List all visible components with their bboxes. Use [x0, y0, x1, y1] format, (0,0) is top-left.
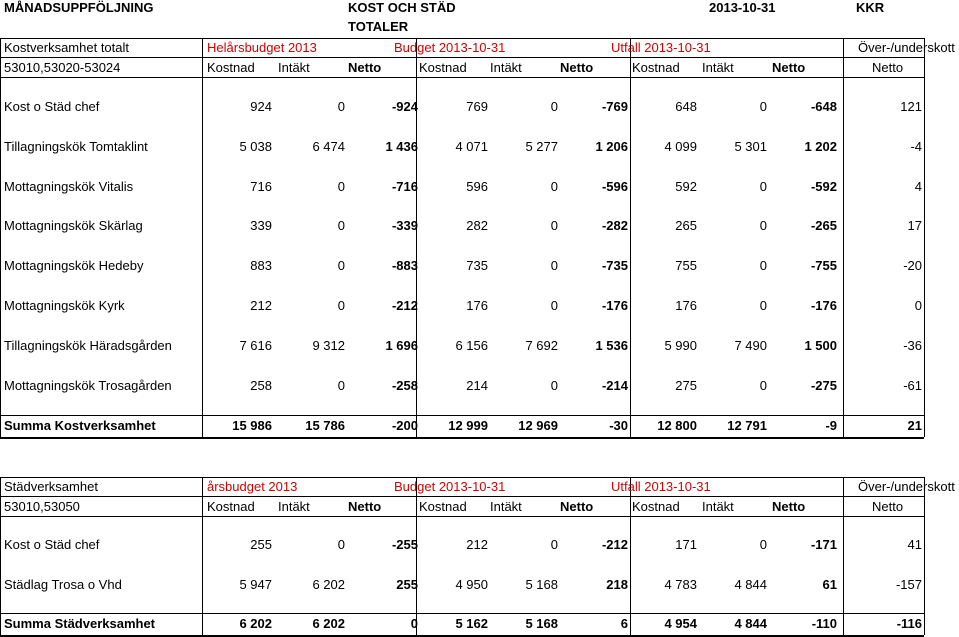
column-group-header: årsbudget 2013 [207, 479, 298, 494]
row-label: Mottagningskök Trosagården [4, 378, 172, 393]
table-cell: 17 [907, 218, 922, 233]
table-cell: -339 [391, 218, 418, 233]
column-header: Netto [872, 499, 904, 514]
table-cell: 5 947 [239, 577, 272, 592]
column-header: Kostnad [632, 60, 680, 75]
table-cell: 1 500 [804, 338, 837, 353]
table-cell: 7 616 [239, 338, 272, 353]
table-cell: -883 [391, 258, 418, 273]
table-cell: 1 696 [385, 338, 418, 353]
table-cell: 0 [550, 179, 558, 194]
column-header: Netto [348, 60, 382, 75]
table-cell: 0 [759, 179, 767, 194]
column-header: Intäkt [702, 499, 734, 514]
table-cell: -769 [601, 99, 628, 114]
table-cell: 0 [337, 258, 345, 273]
table-cell: 6 202 [312, 577, 345, 592]
row-label: Mottagningskök Kyrk [4, 298, 125, 313]
table-cell: 0 [337, 298, 345, 313]
section-code: 53010,53050 [4, 499, 80, 514]
table-cell: 275 [675, 378, 697, 393]
section-name: Städverksamhet [4, 479, 98, 494]
table-cell: 0 [759, 99, 767, 114]
total-cell: 6 [620, 616, 628, 631]
table-right-border [924, 38, 925, 437]
section-top-rule [0, 477, 924, 478]
table-cell: 255 [250, 537, 272, 552]
group-separator [843, 477, 844, 635]
total-cell: 0 [410, 616, 418, 631]
column-header: Netto [772, 60, 806, 75]
table-cell: -20 [903, 258, 922, 273]
table-cell: -648 [810, 99, 837, 114]
column-group-header: Över-/underskott [858, 40, 955, 55]
table-cell: -716 [391, 179, 418, 194]
table-cell: -735 [601, 258, 628, 273]
column-header: Intäkt [278, 60, 310, 75]
table-cell: 0 [550, 99, 558, 114]
columns-divider [0, 77, 924, 78]
table-cell: 0 [759, 258, 767, 273]
report-subtitle: TOTALER [348, 19, 409, 34]
table-cell: 9 312 [312, 338, 345, 353]
table-cell: 716 [250, 179, 272, 194]
table-cell: -212 [391, 298, 418, 313]
header-divider [0, 496, 924, 497]
column-header: Kostnad [419, 499, 467, 514]
table-cell: 265 [675, 218, 697, 233]
table-cell: 0 [914, 298, 922, 313]
table-cell: 4 099 [664, 139, 697, 154]
table-cell: 5 277 [525, 139, 558, 154]
table-cell: 7 490 [734, 338, 767, 353]
total-cell: 12 800 [657, 418, 697, 433]
total-cell: -200 [391, 418, 418, 433]
total-bottom-rule [0, 437, 924, 439]
table-cell: 592 [675, 179, 697, 194]
report-center-title: KOST OCH STÄD [348, 0, 456, 15]
table-cell: 1 202 [804, 139, 837, 154]
table-cell: 6 474 [312, 139, 345, 154]
table-left-border [0, 38, 1, 437]
table-cell: 4 844 [734, 577, 767, 592]
table-cell: 4 071 [455, 139, 488, 154]
table-cell: 596 [466, 179, 488, 194]
table-cell: -214 [601, 378, 628, 393]
column-header: Intäkt [278, 499, 310, 514]
table-cell: 212 [466, 537, 488, 552]
table-cell: 171 [675, 537, 697, 552]
table-cell: 0 [337, 179, 345, 194]
table-cell: 218 [606, 577, 628, 592]
column-header: Kostnad [207, 60, 255, 75]
section-name: Kostverksamhet totalt [4, 40, 129, 55]
report-unit: KKR [856, 0, 885, 15]
report-title: MÅNADSUPPFÖLJNING [4, 0, 154, 15]
total-top-rule [0, 613, 924, 614]
column-header: Kostnad [207, 499, 255, 514]
column-header: Kostnad [632, 499, 680, 514]
row-label: Städlag Trosa o Vhd [4, 577, 122, 592]
table-cell: 1 436 [385, 139, 418, 154]
table-cell: -176 [810, 298, 837, 313]
column-header: Netto [560, 499, 594, 514]
column-header: Netto [560, 60, 594, 75]
total-cell: 6 202 [239, 616, 272, 631]
group-separator [202, 477, 203, 635]
table-cell: 0 [550, 258, 558, 273]
table-cell: 0 [337, 537, 345, 552]
table-cell: 0 [337, 378, 345, 393]
table-cell: -171 [810, 537, 837, 552]
table-cell: 769 [466, 99, 488, 114]
row-label: Kost o Städ chef [4, 537, 100, 552]
table-cell: 0 [550, 218, 558, 233]
table-cell: 7 692 [525, 338, 558, 353]
column-header: Kostnad [419, 60, 467, 75]
table-cell: 0 [759, 298, 767, 313]
table-cell: 4 783 [664, 577, 697, 592]
total-top-rule [0, 415, 924, 416]
column-group-header: Över-/underskott [858, 479, 955, 494]
row-label: Mottagningskök Hedeby [4, 258, 144, 273]
row-label: Mottagningskök Skärlag [4, 218, 143, 233]
total-cell: -9 [825, 418, 837, 433]
table-cell: 0 [759, 537, 767, 552]
total-cell: -116 [896, 616, 922, 631]
column-group-header: Helårsbudget 2013 [207, 40, 317, 55]
table-cell: 5 168 [525, 577, 558, 592]
table-cell: -592 [810, 179, 837, 194]
table-cell: 648 [675, 99, 697, 114]
column-group-header: Utfall 2013-10-31 [611, 479, 711, 494]
table-cell: -924 [391, 99, 418, 114]
table-cell: 1 536 [595, 338, 628, 353]
table-cell: -176 [601, 298, 628, 313]
total-cell: 12 969 [518, 418, 558, 433]
column-group-header: Utfall 2013-10-31 [611, 40, 711, 55]
table-cell: 0 [337, 99, 345, 114]
table-cell: -265 [810, 218, 837, 233]
table-right-border [924, 477, 925, 635]
table-cell: 735 [466, 258, 488, 273]
table-cell: -275 [810, 378, 837, 393]
table-cell: 5 301 [734, 139, 767, 154]
table-cell: 0 [550, 378, 558, 393]
table-cell: 61 [822, 577, 837, 592]
total-cell: 12 999 [448, 418, 488, 433]
row-label: Kost o Städ chef [4, 99, 100, 114]
table-cell: -258 [391, 378, 418, 393]
table-cell: 0 [337, 218, 345, 233]
table-cell: 214 [466, 378, 488, 393]
column-header: Netto [348, 499, 382, 514]
columns-divider [0, 516, 924, 517]
table-cell: -61 [903, 378, 922, 393]
table-cell: 339 [250, 218, 272, 233]
table-cell: 176 [466, 298, 488, 313]
column-header: Netto [772, 499, 806, 514]
table-cell: 41 [907, 537, 922, 552]
total-cell: 6 202 [312, 616, 345, 631]
table-cell: -596 [601, 179, 628, 194]
table-cell: 5 990 [664, 338, 697, 353]
table-cell: 5 038 [239, 139, 272, 154]
total-cell: -30 [609, 418, 628, 433]
total-cell: 5 168 [525, 616, 558, 631]
table-cell: 0 [759, 378, 767, 393]
table-cell: 4 950 [455, 577, 488, 592]
table-cell: 0 [550, 537, 558, 552]
table-cell: -36 [903, 338, 922, 353]
column-header: Intäkt [490, 499, 522, 514]
table-cell: 255 [396, 577, 418, 592]
column-header: Intäkt [702, 60, 734, 75]
table-cell: -4 [910, 139, 922, 154]
column-header: Intäkt [490, 60, 522, 75]
section-code: 53010,53020-53024 [4, 60, 121, 75]
report-date: 2013-10-31 [709, 0, 776, 15]
table-cell: 121 [900, 99, 922, 114]
row-label: Mottagningskök Vitalis [4, 179, 134, 194]
total-cell: 21 [907, 418, 922, 433]
total-label: Summa Städverksamhet [4, 616, 156, 631]
row-label: Tillagningskök Häradsgården [4, 338, 172, 353]
column-group-header: Budget 2013-10-31 [394, 40, 506, 55]
section-top-rule [0, 38, 924, 39]
total-cell: 15 786 [305, 418, 345, 433]
table-cell: 0 [759, 218, 767, 233]
table-cell: 1 206 [595, 139, 628, 154]
table-cell: 212 [250, 298, 272, 313]
row-label: Tillagningskök Tomtaklint [4, 139, 148, 154]
table-left-border [0, 477, 1, 635]
table-cell: -157 [895, 577, 922, 592]
total-cell: 12 791 [727, 418, 767, 433]
table-cell: 924 [250, 99, 272, 114]
total-cell: 5 162 [455, 616, 488, 631]
total-cell: -110 [811, 616, 837, 631]
group-separator [630, 477, 631, 635]
table-cell: 0 [550, 298, 558, 313]
table-cell: -255 [391, 537, 418, 552]
table-cell: 4 [914, 179, 922, 194]
table-cell: 6 156 [455, 338, 488, 353]
table-cell: -282 [601, 218, 628, 233]
table-cell: 755 [675, 258, 697, 273]
header-divider [0, 57, 924, 58]
table-cell: -212 [601, 537, 628, 552]
table-cell: 883 [250, 258, 272, 273]
total-cell: 4 954 [664, 616, 697, 631]
table-cell: 258 [250, 378, 272, 393]
table-cell: 282 [466, 218, 488, 233]
column-group-header: Budget 2013-10-31 [394, 479, 506, 494]
total-cell: 15 986 [232, 418, 272, 433]
column-header: Netto [872, 60, 904, 75]
table-cell: 176 [675, 298, 697, 313]
total-label: Summa Kostverksamhet [4, 418, 156, 433]
group-separator [416, 477, 417, 635]
table-cell: -755 [810, 258, 837, 273]
total-cell: 4 844 [734, 616, 767, 631]
